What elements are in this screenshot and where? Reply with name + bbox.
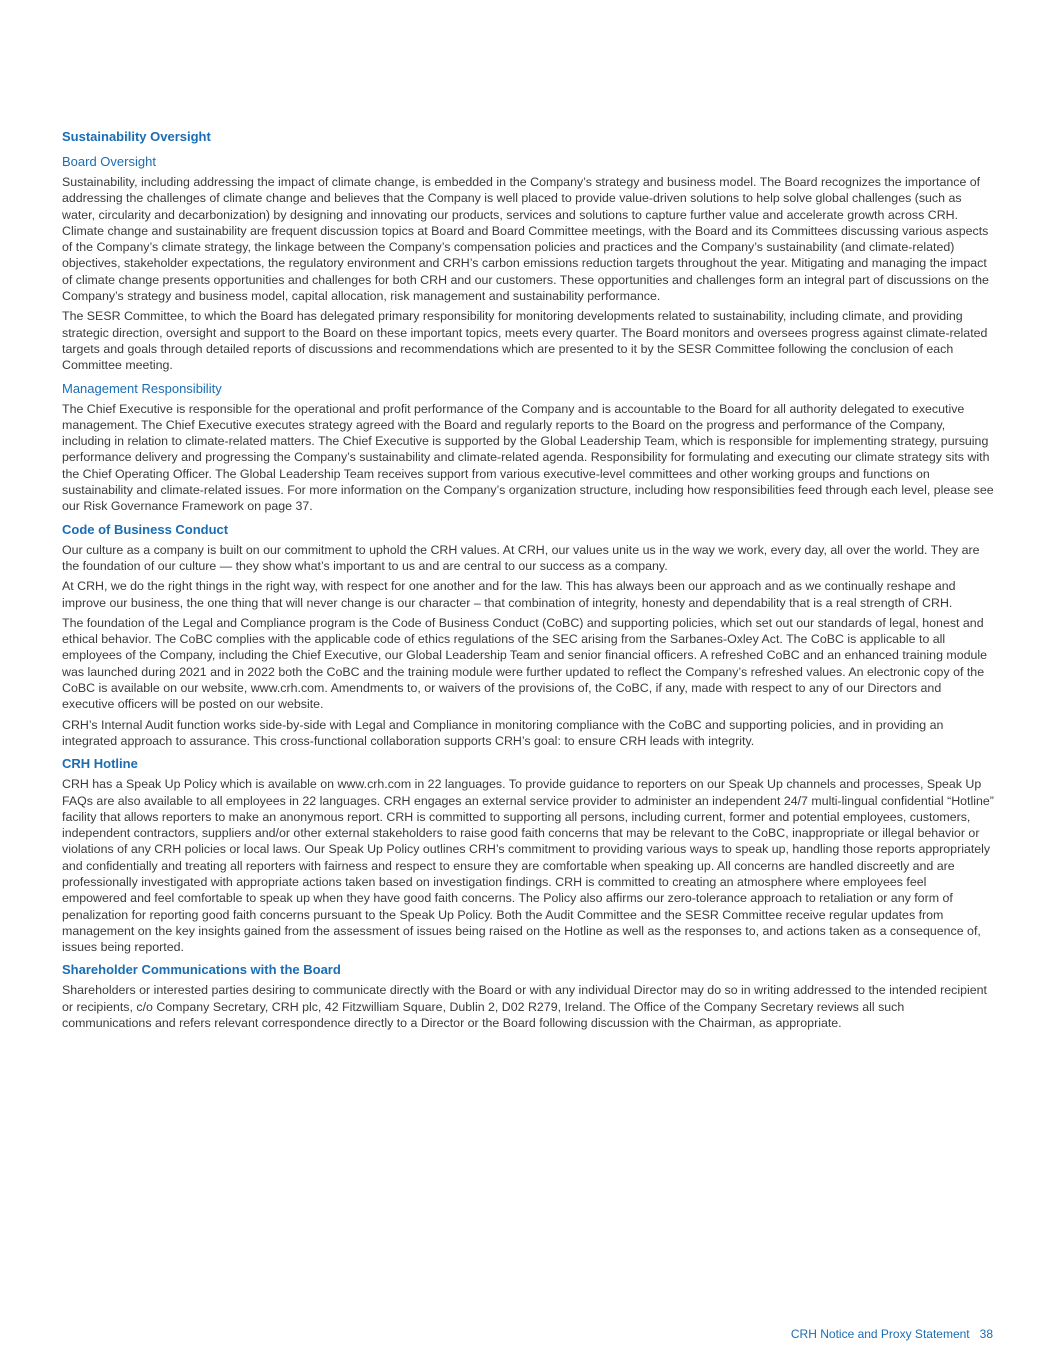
page-content (62, 128, 994, 1035)
page-footer (791, 1327, 993, 1341)
footer-page-number: 38 (979, 1327, 993, 1341)
board-oversight-paragraph-2: The SESR Committee, to which the Board has delegated primary responsibility for monitoring developments related to sustainability, including climate, and providing strategic direction, oversight and support to the Board on these important topics, meets every quarter. The Board monitors and oversees progress against climate-related targets and goals through detailed reports of discussions and recommendations which are presented to it by the SESR Committee following the conclusion of each Committee meeting. (62, 309, 988, 373)
crh-hotline-paragraph: CRH has a Speak Up Policy which is available on www.crh.com in 22 languages. To provide guidance to reporters on our Speak Up channels and processes, Speak Up FAQs are also available to all employees in 22 languages. CRH engages an external service provider to administer an independent 24/7 multi-lingual confidential “Hotline” facility that allows reporters to make an anonymous report. CRH is committed to supporting all persons, including current, former and potential employees, customers, independent contractors, suppliers and/or other external stakeholders to raise good faith concerns that may be relevant to the CoBC, inappropriate or illegal behavior or violations of any CRH policies or local laws. Our Speak Up Policy outlines CRH’s commitment to providing various ways to speak up, handling those reports appropriately and confidentially and treating all reporters with fairness and respect to ensure they are comfortable when speaking up. All concerns are handled discreetly and are professionally investigated with appropriate actions taken based on investigation findings. CRH is committed to creating an atmosphere where employees feel empowered and feel comfortable to speak up when they have good faith concerns. The Policy also affirms our zero-tolerance approach to retaliation or any form of penalization for reporting good faith concerns pursuant to the Speak Up Policy. Both the Audit Committee and the SESR Committee receive regular updates from management on the key insights gained from the assessment of issues being raised on the Hotline as well as the responses to, and actions taken as a consequence of, issues being reported. (62, 777, 994, 955)
shareholder-communications-heading: Shareholder Communications with the Board (62, 962, 341, 978)
management-responsibility-paragraph: The Chief Executive is responsible for the operational and profit performance of the Company and is accountable to the Board for all authority delegated to executive management. The Chief Executive executes strategy agreed with the Board and regularly reports to the Board on the progress and performance of the Company, including in relation to climate-related matters. The Chief Executive is supported by the Global Leadership Team, which is responsible for implementing strategy, pursuing performance delivery and progressing the Company’s sustainability and climate-related agenda. Responsibility for formulating and executing our climate strategy sits with the Chief Operating Officer. The Global Leadership Team receives support from various executive-level committees and other working groups and functions on sustainability and climate-related issues. For more information on the Company’s organization structure, including how responsibilities feed through each level, please see our Risk Governance Framework on page 37. (62, 401, 994, 514)
shareholder-communications-paragraph: Shareholders or interested parties desiring to communicate directly with the Board or with any individual Director may do so in writing addressed to the intended recipient or recipients, c/o Company Secretary, CRH plc, 42 Fitzwilliam Square, Dublin 2, D02 R279, Ireland. The Office of the Company Secretary reviews all such communications and refers relevant correspondence directly to a Director or the Board following discussion with the Chairman, as appropriate. (62, 983, 987, 1031)
board-oversight-heading: Board Oversight (62, 154, 156, 169)
board-oversight-paragraph-1: Sustainability, including addressing the impact of climate change, is embedded in the Company’s strategy and business model. The Board recognizes the importance of addressing the challenges of climate change and believes that the Company is well placed to provide value-driven solutions to help solve global challenges (such as water, circularity and decarbonization) by designing and innovating our products, services and solutions to capture further value and accelerate growth across CRH. Climate change and sustainability are frequent discussion topics at Board and Board Committee meetings, with the Board and its Committees discussing various aspects of the Company’s climate strategy, the linkage between the Company’s compensation policies and practices and the Company’s sustainability (and climate-related) objectives, stakeholder expectations, the regulatory environment and CRH’s carbon emissions reduction targets throughout the year. Mitigating and managing the impact of climate change presents opportunities and challenges for both CRH and our customers. These opportunities and challenges form an integral part of discussions on the Company’s strategy and business model, capital allocation, risk management and sustainability performance. (62, 175, 989, 304)
cobc-paragraph-1: Our culture as a company is built on our commitment to uphold the CRH values. At CRH, our values unite us in the way we work, every day, all over the world. They are the foundation of our culture — they show what’s important to us and are central to our success as a company. (62, 542, 980, 573)
footer-document-title: CRH Notice and Proxy Statement (790, 1327, 970, 1341)
code-of-business-conduct-heading: Code of Business Conduct (62, 521, 229, 537)
management-responsibility-heading: Management Responsibility (62, 380, 222, 396)
cobc-paragraph-3: The foundation of the Legal and Compliance program is the Code of Business Conduct (CoBC) and supporting policies, which set out our standards of legal, honest and ethical behavior. The CoBC complies with the applicable code of ethics regulations of the SEC arising from the Sarbanes-Oxley Act. The CoBC is applicable to all employees of the Company, including the Chief Executive, our Global Leadership Team and senior financial officers. A refreshed CoBC and an enhanced training module was launched during 2021 and in 2022 both the CoBC and the training module were further updated to reflect the Company’s refreshed values. An electronic copy of the CoBC is available on our website, www.crh.com. Amendments to, or waivers of the provisions of, the CoBC, if any, made with respect to any of our Directors and executive officers will be posted on our website. (62, 615, 988, 712)
cobc-paragraph-2: At CRH, we do the right things in the right way, with respect for one another and for the law. This has always been our approach and as we continually reshape and improve our business, the one thing that will never change is our character – that combination of integrity, honesty and dependability that is a real strength of CRH. (62, 579, 956, 610)
crh-hotline-heading: CRH Hotline (62, 756, 138, 772)
sustainability-oversight-heading: Sustainability Oversight (62, 129, 211, 144)
cobc-paragraph-4: CRH’s Internal Audit function works side-by-side with Legal and Compliance in monitoring compliance with the CoBC and supporting policies, and in providing an integrated approach to assurance. This cross-functional collaboration supports CRH’s goal: to ensure CRH leads with integrity. (62, 717, 944, 748)
